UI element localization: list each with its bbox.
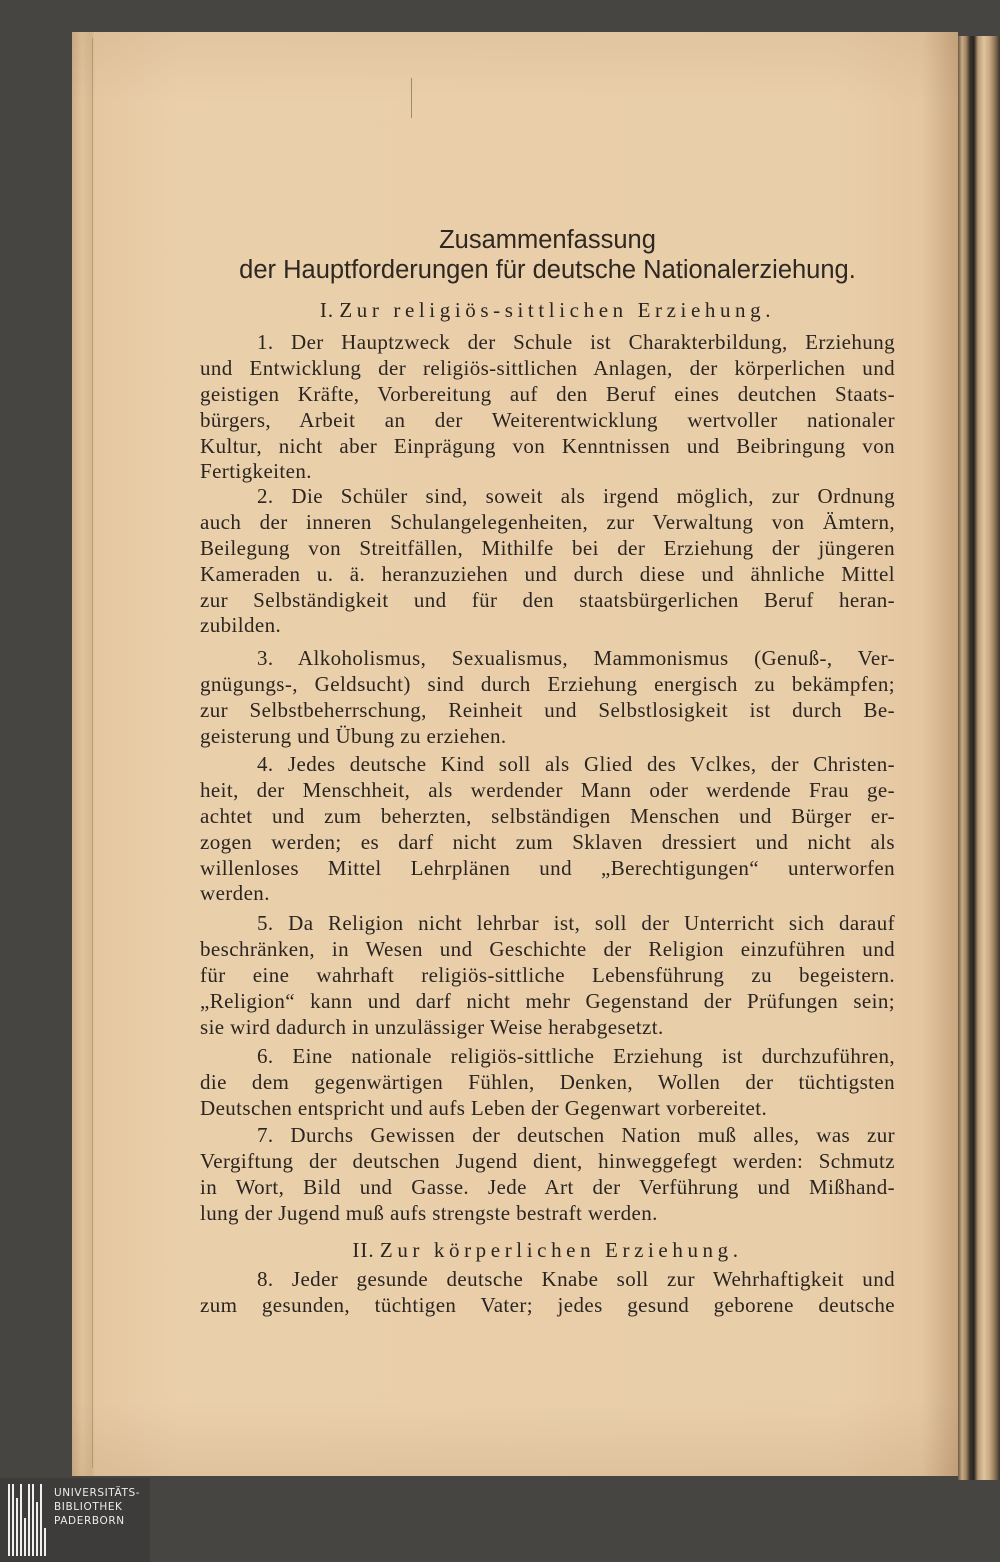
text-line: Kultur, nicht aber Einprägung von Kenntnissen und Beibringung von <box>200 433 895 458</box>
text-line: 2. Die Schüler sind, soweit als irgend möglich, zur Ordnung <box>257 484 895 508</box>
text-line: werden. <box>200 881 270 906</box>
section-title: Zur religiös-sittlichen Erziehung. <box>339 298 776 322</box>
text-line: 7. Durchs Gewissen der deutschen Nation muß alles, was zur <box>257 1123 895 1147</box>
scan-mark <box>411 78 412 118</box>
section-number: I. <box>319 298 335 322</box>
text-line: geisterung und Übung zu erziehen. <box>200 723 507 748</box>
library-name-line: UNIVERSITÄTS- <box>54 1487 141 1499</box>
page-title: Zusammenfassung <box>439 226 656 254</box>
book-binding-edge <box>958 36 1000 1480</box>
text-line: 8. Jeder gesunde deutsche Knabe soll zur Wehrhaftigkeit und <box>257 1267 895 1291</box>
text-line: zur Selbstbeherrschung, Reinheit und Selbstlosigkeit ist durch Be- <box>200 697 895 722</box>
page-edge-line <box>92 38 93 1468</box>
section-heading-2 <box>200 1237 895 1263</box>
text-line: beschränken, in Wesen und Geschichte der Religion einzuführen und <box>200 936 895 961</box>
text-line: lung der Jugend muß aufs strengste bestraft werden. <box>200 1200 658 1225</box>
page-subtitle: der Hauptforderungen für deutsche Nationalerziehung. <box>239 256 856 284</box>
text-line: Fertigkeiten. <box>200 459 312 484</box>
section-title: Zur körperlichen Erziehung. <box>379 1238 743 1262</box>
paragraph-7 <box>200 1123 895 1227</box>
text-line: „Religion“ kann und darf nicht mehr Gegenstand der Prüfungen sein; <box>200 988 895 1013</box>
text-line: gnügungs-, Geldsucht) sind durch Erziehung energisch zu bekämpfen; <box>200 671 895 696</box>
text-line: zubilden. <box>200 613 282 638</box>
paragraph-4 <box>200 752 895 907</box>
text-line: zum gesunden, tüchtigen Vater; jedes gesund geborene deutsche <box>200 1292 895 1317</box>
library-bars-icon <box>8 1484 48 1556</box>
paragraph-8 <box>200 1267 895 1319</box>
text-line: Kameraden u. ä. heranzuziehen und durch diese und ähnliche Mittel <box>200 561 895 586</box>
text-line: heit, der Menschheit, als werdender Mann oder werdende Frau ge- <box>200 777 895 802</box>
text-line: 6. Eine nationale religiös-sittliche Erziehung ist durchzuführen, <box>257 1044 895 1068</box>
paragraph-3 <box>200 646 895 750</box>
text-line: auch der inneren Schulangelegenheiten, zur Verwaltung von Ämtern, <box>200 509 895 534</box>
library-name <box>54 1486 140 1528</box>
text-line: 5. Da Religion nicht lehrbar ist, soll der Unterricht sich darauf <box>257 911 895 935</box>
book-page <box>72 32 958 1476</box>
text-line: und Entwicklung der religiös-sittlichen Anlagen, der körperlichen und <box>200 355 895 380</box>
text-line: Deutschen entspricht und aufs Leben der Gegenwart vorbereitet. <box>200 1095 768 1120</box>
text-line: achtet und zum beherzten, selbständigen Menschen und Bürger er- <box>200 803 895 828</box>
text-line: geistigen Kräfte, Vorbereitung auf den Beruf eines deutchen Staats- <box>200 381 895 406</box>
paragraph-1 <box>200 330 895 485</box>
text-line: 1. Der Hauptzweck der Schule ist Charakterbildung, Erziehung <box>257 330 895 354</box>
library-logo <box>0 1478 150 1562</box>
text-line: Vergiftung der deutschen Jugend dient, hinweggefegt werden: Schmutz <box>200 1148 895 1173</box>
library-name-line: PADERBORN <box>54 1515 125 1527</box>
text-line: die dem gegenwärtigen Fühlen, Denken, Wollen der tüchtigsten <box>200 1069 895 1094</box>
text-line: willenloses Mittel Lehrplänen und „Berechtigungen“ unterworfen <box>200 855 895 880</box>
library-name-line: BIBLIOTHEK <box>54 1501 123 1513</box>
text-line: Beilegung von Streitfällen, Mithilfe bei der Erziehung der jüngeren <box>200 535 895 560</box>
section-number: II. <box>352 1238 375 1262</box>
text-line: zur Selbständigkeit und für den staatsbürgerlichen Beruf heran- <box>200 587 895 612</box>
text-line: 3. Alkoholismus, Sexualismus, Mammonismus (Genuß-, Ver- <box>257 646 895 670</box>
text-line: sie wird dadurch in unzulässiger Weise herabgesetzt. <box>200 1014 664 1039</box>
text-line: in Wort, Bild und Gasse. Jede Art der Verführung und Mißhand- <box>200 1174 895 1199</box>
section-heading-1 <box>200 297 895 323</box>
text-line: zogen werden; es darf nicht zum Sklaven dressiert und nicht als <box>200 829 895 854</box>
text-line: 4. Jedes deutsche Kind soll als Glied des Vclkes, der Christen- <box>257 752 895 776</box>
text-line: für eine wahrhaft religiös-sittliche Lebensführung zu begeistern. <box>200 962 895 987</box>
paragraph-2 <box>200 484 895 639</box>
text-line: bürgers, Arbeit an der Weiterentwicklung wertvoller nationaler <box>200 407 895 432</box>
paragraph-6 <box>200 1044 895 1122</box>
paragraph-5 <box>200 911 895 1040</box>
